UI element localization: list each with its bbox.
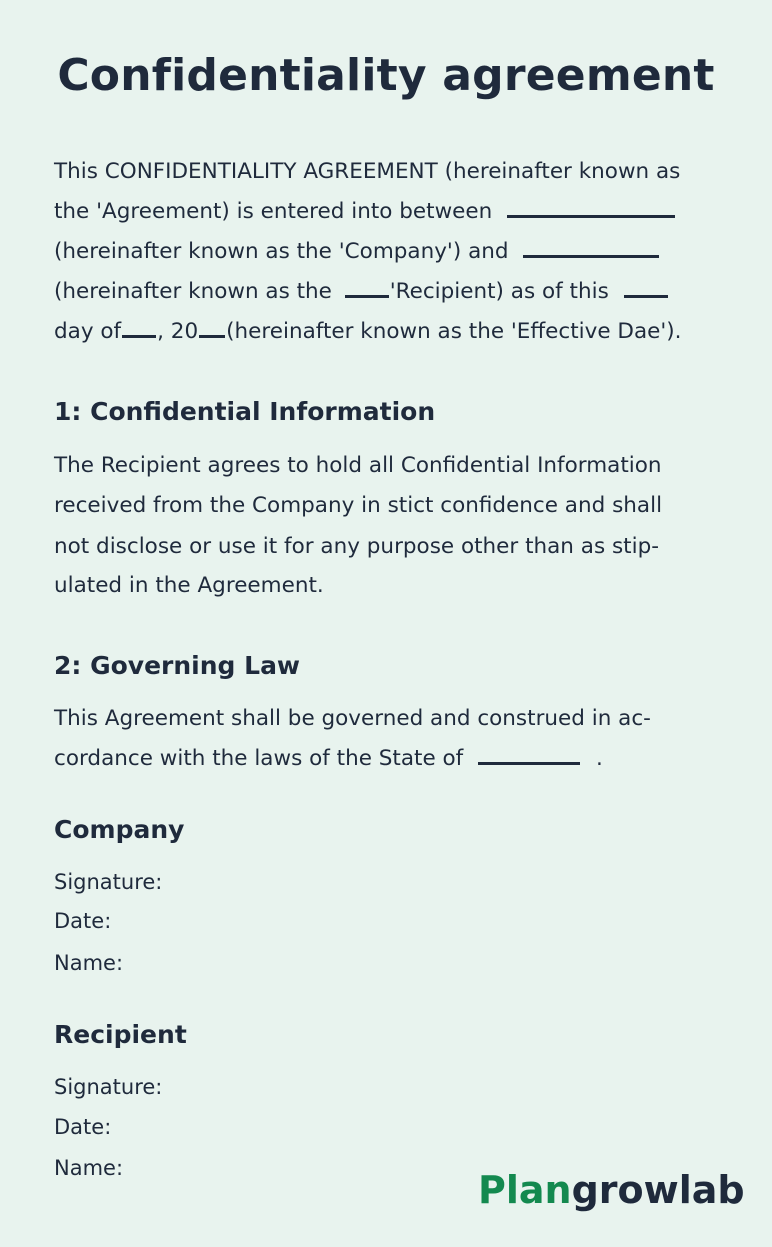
section-1-line: ulated in the Agreement. bbox=[54, 573, 324, 598]
logo-part-1: Plan bbox=[478, 1168, 572, 1212]
intro-text-5a: day of bbox=[54, 319, 122, 344]
state-blank[interactable] bbox=[478, 744, 580, 765]
logo-part-2: growlab bbox=[571, 1168, 745, 1212]
section-2-line-1: This Agreement shall be governed and construed in ac- bbox=[54, 706, 651, 731]
intro-text-4b: 'Recipient) as of this bbox=[389, 279, 609, 304]
month-blank[interactable] bbox=[122, 317, 156, 338]
intro-line-1 bbox=[54, 152, 680, 192]
year-blank[interactable] bbox=[199, 317, 225, 338]
intro-text-3: (hereinafter known as the 'Company') and bbox=[54, 239, 509, 264]
section-1-line: received from the Company in stict confidence and shall bbox=[54, 493, 663, 518]
company-heading: Company bbox=[54, 815, 185, 844]
recipient-type-blank[interactable] bbox=[345, 277, 389, 298]
intro-line-4 bbox=[54, 272, 669, 312]
company-signature-label: Signature: bbox=[54, 870, 163, 894]
company-name-blank[interactable] bbox=[507, 197, 675, 218]
recipient-heading: Recipient bbox=[54, 1020, 187, 1049]
intro-text-5b: , 20 bbox=[157, 319, 199, 344]
document-title: Confidentiality agreement bbox=[57, 50, 715, 101]
plangrowlab-logo bbox=[478, 1168, 745, 1212]
day-blank[interactable] bbox=[624, 277, 668, 298]
section-2-period: . bbox=[595, 746, 603, 771]
section-1-line: The Recipient agrees to hold all Confidential Information bbox=[54, 453, 662, 478]
company-date-label: Date: bbox=[54, 909, 112, 933]
section-2-line-2 bbox=[54, 739, 603, 779]
intro-text-2: the 'Agreement) is entered into between bbox=[54, 199, 493, 224]
intro-text-4a: (hereinafter known as the bbox=[54, 279, 332, 304]
recipient-signature-label: Signature: bbox=[54, 1075, 163, 1099]
intro-text-1: This CONFIDENTIALITY AGREEMENT (hereinafter known as bbox=[54, 159, 681, 184]
recipient-name-blank[interactable] bbox=[523, 237, 659, 258]
section-2-heading: 2: Governing Law bbox=[54, 651, 301, 680]
intro-line-3 bbox=[54, 232, 660, 272]
recipient-date-label: Date: bbox=[54, 1115, 112, 1139]
section-1-heading: 1: Confidential Information bbox=[54, 397, 436, 426]
intro-line-2 bbox=[54, 192, 676, 232]
section-2-text-2: cordance with the laws of the State of bbox=[54, 746, 464, 771]
company-name-label: Name: bbox=[54, 951, 124, 975]
recipient-name-label: Name: bbox=[54, 1156, 124, 1180]
intro-line-5 bbox=[54, 312, 682, 352]
section-1-line: not disclose or use it for any purpose other than as stip- bbox=[54, 534, 659, 559]
intro-text-5c: (hereinafter known as the 'Effective Dae'). bbox=[226, 319, 682, 344]
